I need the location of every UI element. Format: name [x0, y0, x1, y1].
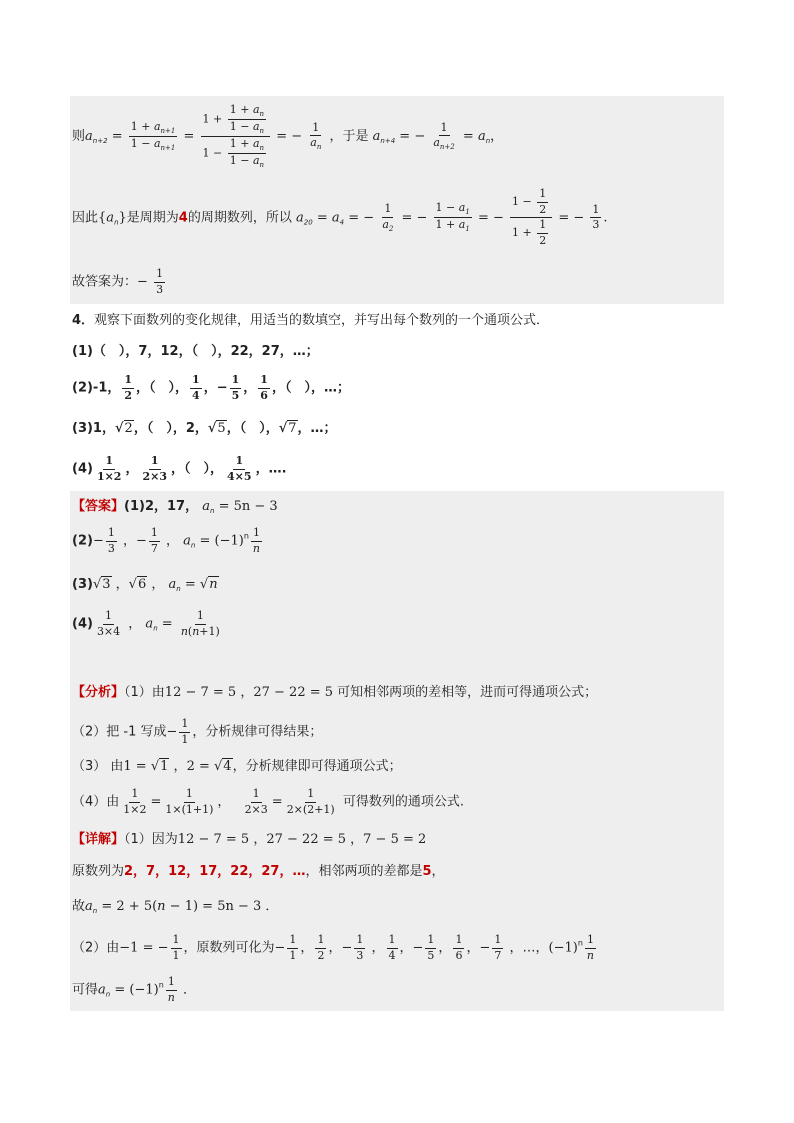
recurrence-line: 则$a_{n+2}$ = $\frac{1 + a_{n+1}}{1 - a_{n+1}}$ = 1 + $\frac{1 + a_n}{1 - a_n}$ 1 − $\frac{1 + a_n}{1 - a_n}$ = − $\frac{1}{a_n}$ ，于是 $a_{n+4}$ = − $\frac{1}{a_{n+2}}$ = $a_n$， [72, 103, 504, 170]
q4-item-1: (1)（ ），7，12，（ ），22，27，…； [72, 344, 319, 359]
detail-row-4: （2）由−1 = − $\frac{1}{1}$ ，原数列可化为− $\frac{1}{1}$ ， $\frac{1}{2}$ ，− $\frac{1}{3}$ ， $\frac{1}{4}$ ，− $\frac{1}{5}$ ， $\frac{1}{6}$ ，− $\frac{1}{7}$ ，…，$(-1)^n$ $\frac{1}{n}$ [72, 933, 594, 962]
detail-row-2: 原数列为2，7，12，17，22，27，…，相邻两项的差都是5， [72, 864, 445, 879]
analysis-row-4: （4）由 $\frac{1}{1\times 2}$ = $\frac{1}{1\times(1+1)}$ ， $\frac{1}{2\times 3}$ = $\frac{1}{2\times(2+1)}$ 可得数列的通项公式. [72, 787, 464, 816]
analysis-row-1: 【分析】（1）由12 − 7 = 5 ，27 − 22 = 5 可知相邻两项的差相等，进而可得通项公式； [72, 685, 598, 700]
answer-row-1: 【答案】(1)2，17， $a_n = 5n - 3$ [72, 499, 278, 515]
detail-row-1: 【详解】（1）因为12 − 7 = 5 ，27 − 22 = 5 ，7 − 5 = 2 [72, 832, 427, 847]
q4-item-4: (4) $\frac{1}{1\times 2}$ ， $\frac{1}{2\times 3}$ ，（ ）， $\frac{1}{4\times 5}$ ，…. [72, 454, 287, 483]
answer-shade [70, 491, 724, 1011]
analysis-row-3: （3） 由1 = √1 ，2 = √4，分析规律即可得通项公式； [72, 759, 402, 774]
question-4-stem: 4．观察下面数列的变化规律，用适当的数填空，并写出每个数列的一个通项公式． [72, 313, 550, 328]
answer-row-2: (2)− $\frac{1}{3}$ ，− $\frac{1}{7}$ ， $a_n = (-1)^n$ $\frac{1}{n}$ [72, 526, 261, 555]
q4-item-3: (3)1，√2，（ ），2，√5，（ ），√7，…； [72, 421, 337, 436]
period-line: 因此$\{a_n\}$是周期为4的周期数列，所以 $a_{20} = a_4$ = − $\frac{1}{a_2}$ = − $\frac{1 - a_1}{1 + a_1}$ = − 1 − $\frac{1}{2}$ 1 + $\frac{1}{2}$ = − $\frac{1}{3}$ . [72, 187, 608, 247]
analysis-row-2: （2）把 -1 写成− $\frac{1}{1}$ ，分析规律可得结果； [72, 717, 323, 746]
answer-row-3: (3)√3 ，√6 ， $a_n = √n$ [72, 577, 218, 593]
detail-row-3: 故$a_n = 2 + 5(n - 1) = 5n - 3$ ． [72, 899, 279, 915]
q4-item-2: (2)-1， $\frac{1}{2}$ ，（ ）， $\frac{1}{4}$ ，− $\frac{1}{5}$ ， $\frac{1}{6}$ ，（ ），…； [72, 373, 350, 402]
answer-row-4: (4) $\frac{1}{3\times 4}$ ， $a_n$ = $\frac{1}{n(n+1)}$ [72, 609, 220, 638]
answer-line: 故答案为：− $\frac{1}{3}$ [72, 267, 164, 296]
detail-row-5: 可得$a_n = (-1)^n$ $\frac{1}{n}$ ． [72, 975, 197, 1004]
